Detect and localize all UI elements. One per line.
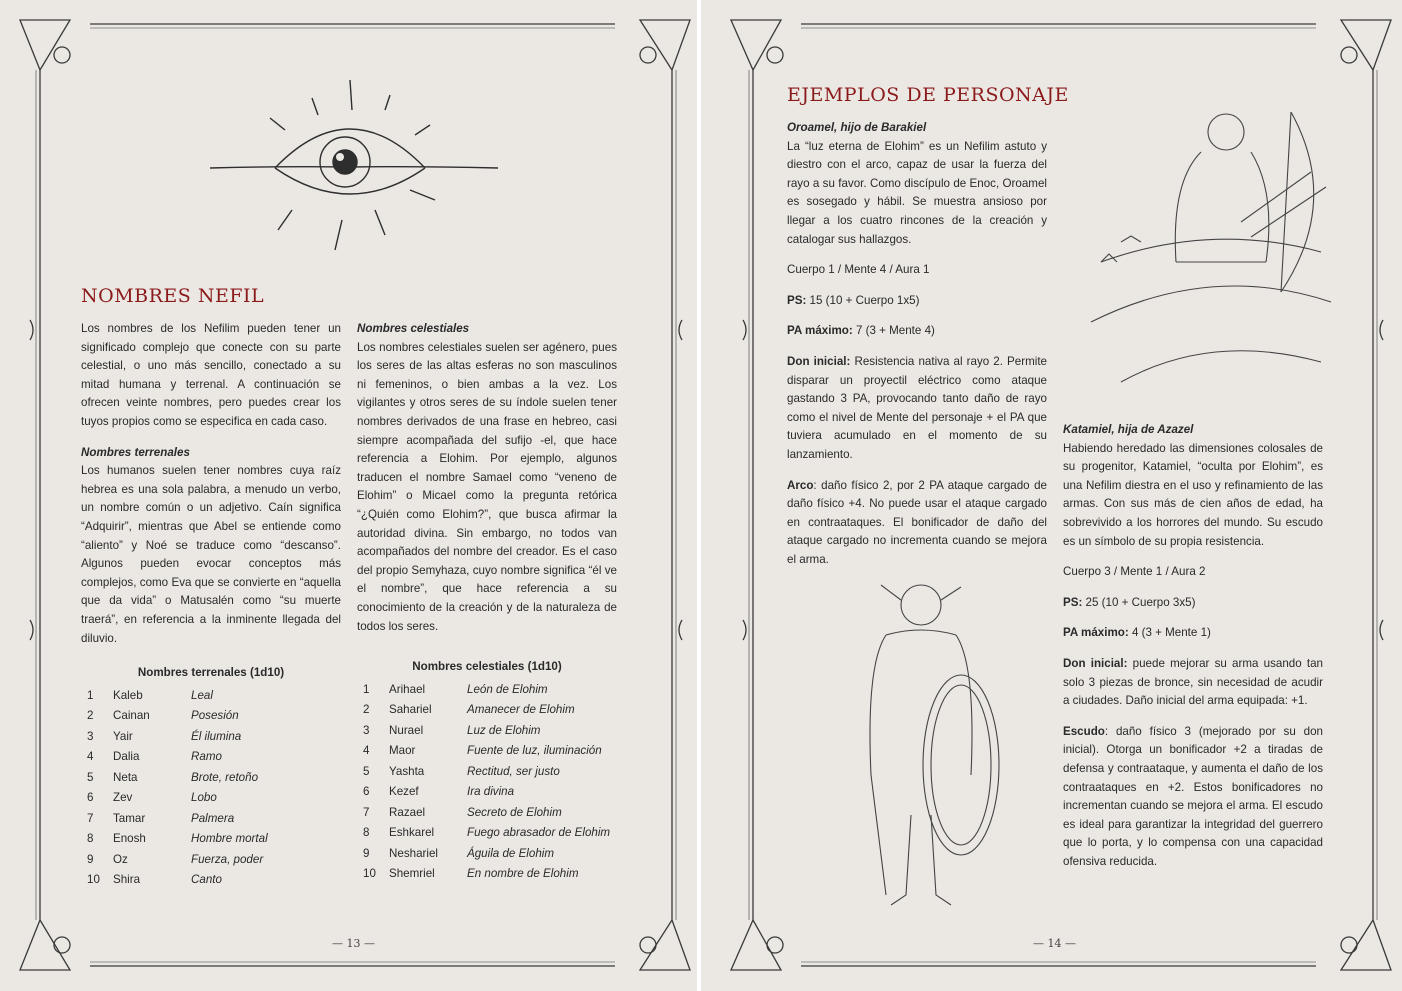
roll-number: 1 bbox=[87, 688, 94, 702]
char1-pa-label: PA máximo: bbox=[787, 324, 853, 338]
table-row bbox=[357, 843, 617, 864]
roll-number: 2 bbox=[87, 709, 94, 723]
char2-don bbox=[1063, 655, 1323, 711]
table-row bbox=[357, 864, 617, 885]
char1-don-label: Don inicial: bbox=[787, 354, 851, 368]
name-cell: Kaleb bbox=[113, 688, 143, 702]
roll-number: 4 bbox=[87, 750, 94, 764]
char2-don-value: puede mejorar su arma usando tan solo 3 piezas de bronce, sin necesidad de acudir a ciudades. Daño inicial del arma equipada: +1. bbox=[1063, 656, 1323, 708]
page-number: — 14 — bbox=[1033, 937, 1076, 950]
section-heading: EJEMPLOS DE PERSONAJE bbox=[787, 84, 1069, 106]
table-row bbox=[357, 720, 617, 741]
roll-number: 3 bbox=[363, 723, 370, 737]
table-row bbox=[81, 685, 341, 706]
char2-description: Habiendo heredado las dimensiones colosales de su progenitor, Katamiel, “oculta por Elohim”, es una Nefilim diestra en el uso y refinamiento de las armas. Con sus más de cien años de edad, ha sobrevivido a los horrores del mundo. Su escudo es un símbolo de su propia resistencia. bbox=[1063, 441, 1323, 548]
name-cell: Yashta bbox=[389, 764, 425, 778]
name-cell: Kezef bbox=[389, 785, 419, 799]
table-row bbox=[81, 808, 341, 829]
name-cell: Cainan bbox=[113, 709, 150, 723]
table-row bbox=[81, 726, 341, 747]
right-column bbox=[357, 320, 617, 636]
terrenales-paragraph: Los humanos suelen tener nombres cuya raíz hebrea es una sola palabra, a menudo un verbo, un nombre común o un adjetivo. Caín significa “Adquirir”, mientras que Abel se entiende como “aliento” y Noé se traduce como “descanso”. Algunos pueden evocar conceptos más complejos, como Eva que se convierte en “aquella que da vida” o Matusalén como “su muerte traerá”, en referencia a la inminente llegada del diluvio. bbox=[81, 464, 341, 645]
roll-number: 6 bbox=[363, 785, 370, 799]
name-cell: Zev bbox=[113, 791, 133, 805]
table-row bbox=[81, 788, 341, 809]
char1-title: Oroamel, hijo de Barakiel bbox=[787, 121, 927, 134]
meaning-cell: Ramo bbox=[191, 750, 222, 764]
table-row bbox=[357, 782, 617, 803]
meaning-cell: En nombre de Elohim bbox=[467, 867, 579, 881]
page-number: — 13 — bbox=[332, 937, 375, 950]
char1-stats: Cuerpo 1 / Mente 4 / Aura 1 bbox=[787, 263, 930, 277]
terrenales-table-title: Nombres terrenales (1d10) bbox=[137, 666, 285, 679]
name-cell: Maor bbox=[389, 744, 416, 758]
meaning-cell: Él ilumina bbox=[191, 729, 242, 743]
roll-number: 9 bbox=[363, 846, 370, 860]
name-cell: Razael bbox=[389, 805, 426, 819]
table-row bbox=[357, 679, 617, 700]
meaning-cell: Fuerza, poder bbox=[191, 852, 264, 866]
char2-pa bbox=[1063, 624, 1323, 643]
roll-number: 3 bbox=[87, 729, 94, 743]
char1-pa bbox=[787, 322, 1047, 341]
name-cell: Eshkarel bbox=[389, 826, 435, 840]
char2-ps-value: 25 (10 + Cuerpo 3x5) bbox=[1082, 595, 1196, 609]
char2-ps bbox=[1063, 594, 1323, 613]
char2-weapon-label: Escudo bbox=[1063, 724, 1105, 738]
page-14 bbox=[701, 0, 1402, 991]
char1-ps-value: 15 (10 + Cuerpo 1x5) bbox=[806, 293, 920, 307]
table-row bbox=[357, 741, 617, 762]
meaning-cell: Secreto de Elohim bbox=[467, 805, 562, 819]
char2-pa-label: PA máximo: bbox=[1063, 626, 1129, 640]
name-cell: Oz bbox=[113, 852, 128, 866]
name-cell: Enosh bbox=[113, 832, 146, 846]
section-heading: NOMBRES NEFIL bbox=[81, 285, 265, 307]
roll-number: 7 bbox=[363, 805, 370, 819]
shield-warrior-illustration bbox=[826, 575, 1026, 920]
meaning-cell: León de Elohim bbox=[467, 682, 548, 696]
roll-number: 1 bbox=[363, 682, 370, 696]
left-column bbox=[81, 320, 341, 648]
table-row bbox=[81, 829, 341, 850]
char2-ps-label: PS: bbox=[1063, 595, 1083, 609]
celestiales-table-title: Nombres celestiales (1d10) bbox=[412, 660, 562, 673]
table-row bbox=[357, 761, 617, 782]
name-cell: Neta bbox=[113, 770, 138, 784]
char2-don-label: Don inicial: bbox=[1063, 656, 1128, 670]
meaning-cell: Lobo bbox=[191, 791, 217, 805]
char1-ps-label: PS: bbox=[787, 293, 807, 307]
table-row bbox=[357, 823, 617, 844]
char2-title: Katamiel, hija de Azazel bbox=[1063, 423, 1194, 436]
meaning-cell: Hombre mortal bbox=[191, 832, 268, 846]
name-cell: Shemriel bbox=[389, 867, 435, 881]
name-cell: Tamar bbox=[113, 811, 146, 825]
name-cell: Yair bbox=[113, 729, 133, 743]
celestiales-subheading: Nombres celestiales bbox=[357, 322, 470, 335]
meaning-cell: Brote, retoño bbox=[191, 770, 259, 784]
name-cell: Dalia bbox=[113, 750, 140, 764]
char1-description: La “luz eterna de Elohim” es un Nefilim astuto y diestro con el arco, capaz de usar la fuerza del rayo a su favor. Como discípulo de Enoc, Oroamel es sosegado y hábil. Se muestra ansioso por llegar a los cuatro rincones de la creación y catalogar sus hallazgos. bbox=[787, 139, 1047, 246]
celestiales-paragraph: Los nombres celestiales suelen ser agénero, pues los seres de las altas esferas no son masculinos ni femeninos, o bien ambas a la vez. Los vigilantes y otros seres de su índole suelen tener nombres derivados de una frase en hebreo, casi siempre acompañada del sufijo -el, que hace referencia a Elohim. Por ejemplo, algunos traducen el nombre Samael como “veneno de Elohim” o Micael como la pregunta retórica “¿Quién como Elohim?”, que busca afirmar la autoridad divina. Sin embargo, no todos van acompañados del nombre del creador. Es el caso del propio Semyhaza, cuyo nombre significa “él ve el nombre”, que hace referencia a su conocimiento de la creación y de la naturaleza de todos los seres. bbox=[357, 340, 617, 633]
roll-number: 10 bbox=[87, 873, 100, 887]
meaning-cell: Posesión bbox=[191, 709, 239, 723]
roll-number: 8 bbox=[87, 832, 94, 846]
meaning-cell: Águila de Elohim bbox=[467, 846, 555, 860]
meaning-cell: Ira divina bbox=[467, 785, 515, 799]
intro-paragraph: Los nombres de los Nefilim pueden tener un significado complejo que conecte con su parte celestial, o uno más sencillo, conectado a su mitad humana y terrenal. A continuación se ofrecen veinte nombres, pero puedes crear los tuyos propios como se especifica en cada caso. bbox=[81, 322, 341, 428]
eye-illustration bbox=[200, 70, 510, 270]
celestiales-table bbox=[357, 660, 617, 884]
char1-weapon-value: : daño físico 2, por 2 PA ataque cargado de daño físico +4. No puede usar el ataque cargado en contraataques. El bonificador de daño del ataque cargado no incrementa cuando se mejora el arma. bbox=[787, 478, 1047, 566]
meaning-cell: Fuego abrasador de Elohim bbox=[467, 826, 611, 840]
name-cell: Shira bbox=[113, 873, 141, 887]
roll-number: 8 bbox=[363, 826, 370, 840]
char2-weapon bbox=[1063, 723, 1323, 872]
name-cell: Sahariel bbox=[389, 703, 432, 717]
table-row bbox=[81, 767, 341, 788]
char2-column bbox=[1063, 421, 1323, 871]
table-row bbox=[357, 802, 617, 823]
table-row bbox=[81, 849, 341, 870]
name-cell: Nurael bbox=[389, 723, 424, 737]
meaning-cell: Amanecer de Elohim bbox=[467, 703, 575, 717]
roll-number: 2 bbox=[363, 703, 370, 717]
table-row bbox=[81, 870, 341, 891]
terrenales-table bbox=[81, 666, 341, 890]
roll-number: 10 bbox=[363, 867, 376, 881]
char1-don bbox=[787, 353, 1047, 465]
char1-weapon-label: Arco bbox=[787, 478, 814, 492]
roll-number: 7 bbox=[87, 811, 94, 825]
meaning-cell: Rectitud, ser justo bbox=[467, 764, 560, 778]
meaning-cell: Luz de Elohim bbox=[467, 723, 541, 737]
roll-number: 9 bbox=[87, 852, 94, 866]
char1-ps bbox=[787, 292, 1047, 311]
char1-pa-value: 7 (3 + Mente 4) bbox=[852, 324, 935, 338]
char2-pa-value: 4 (3 + Mente 1) bbox=[1128, 626, 1211, 640]
meaning-cell: Leal bbox=[191, 688, 213, 702]
roll-number: 6 bbox=[87, 791, 94, 805]
roll-number: 5 bbox=[363, 764, 370, 778]
char2-weapon-value: : daño físico 3 (mejorado por su don inicial). Otorga un bonificador +2 a tiradas de defensa y contraataque, y aumenta el daño de los contraataques en +2. Estos bonificadores no incrementan cuando se mejora el arma. El escudo es ideal para garantizar la integridad del guerrero que lo porta, y lo compensa con una capacidad ofensiva reducida. bbox=[1063, 724, 1323, 868]
name-cell: Neshariel bbox=[389, 846, 438, 860]
meaning-cell: Canto bbox=[191, 873, 222, 887]
name-cell: Arihael bbox=[389, 682, 426, 696]
terrenales-subheading: Nombres terrenales bbox=[81, 445, 190, 459]
char2-stats: Cuerpo 3 / Mente 1 / Aura 2 bbox=[1063, 565, 1206, 579]
table-row bbox=[81, 706, 341, 727]
table-row bbox=[357, 700, 617, 721]
char1-don-value: Resistencia nativa al rayo 2. Permite disparar un proyectil eléctrico como ataque gastando 3 PA, provocando tanto daño de rayo como el nivel de Mente del personaje + el PA que tuviera acumulado en el momento de su lanzamiento. bbox=[787, 354, 1047, 461]
meaning-cell: Palmera bbox=[191, 811, 235, 825]
archer-illustration bbox=[1061, 92, 1341, 392]
table-row bbox=[81, 747, 341, 768]
char1-weapon bbox=[787, 477, 1047, 570]
roll-number: 4 bbox=[363, 744, 370, 758]
char1-column bbox=[787, 119, 1047, 569]
meaning-cell: Fuente de luz, iluminación bbox=[467, 744, 602, 758]
roll-number: 5 bbox=[87, 770, 94, 784]
